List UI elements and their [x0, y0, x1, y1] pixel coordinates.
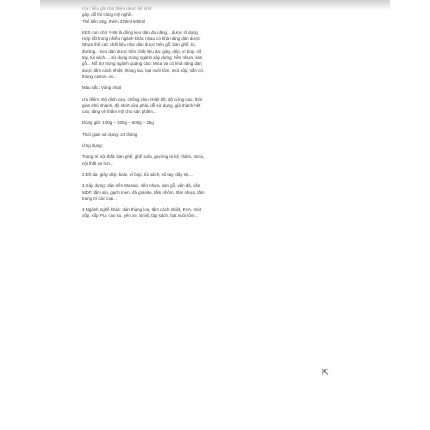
text-line: Trang trí nội thất: bàn ghế, ghế sofa, giường tủ kệ, thảm, mica, [82, 154, 205, 160]
text-line: trang trí các loại... [82, 195, 117, 201]
text-line: gỗ... Nỗ trợ trong ngành quảng cáo: Mica và có khả năng dán [82, 61, 202, 67]
text-line: tay, túi xách..., sử dụng trong ngành xây dựng: nền nhựa, sàn [82, 55, 203, 61]
header-block [82, 6, 352, 25]
text-line: thùng carton..vv... [82, 73, 117, 79]
text-line: 3.Xây dựng: dán nền Mosaic, nền nhựa, sàn gỗ, vân đá, vân [82, 183, 201, 189]
text-line: cao, tăng vẻ thẩm mỹ cho sản phẩm... [82, 109, 157, 115]
text-line: Ưu điểm: Độ dính cao, chống chịu nhiệt tốt, độ cứng cao, thời [82, 96, 203, 102]
usage-item-1 [82, 154, 352, 167]
text-line: MDF, tấm alu, gạch men, đá granite, tấm nhôm, tấm nhựa, tấm [82, 189, 205, 195]
text-line: Thể tiến 25g, thêm 220ml 600ml [82, 18, 145, 24]
paragraph-description [82, 30, 352, 80]
text-line: dược tấm cách nhiệt, thùng loa, bạt nuôi tôm, mút xốp, sắn cỏ, [82, 67, 204, 73]
usage-item-3 [82, 183, 352, 202]
usage-label: Ứng dụng: [82, 143, 103, 149]
text-line: đường... keo dán dược trên chất liệu da: giày, dép, ví bóp, số [82, 48, 202, 54]
text-line: nội thất xe hơi... [82, 160, 114, 166]
arrow-icon: ⇱ [322, 368, 329, 377]
document-body [82, 6, 352, 220]
usage-item-2: 2.Đồ da: giày dép, balo, ví bóp, túi xách, sổ tay, dây nịt.... [82, 171, 194, 177]
text-line: KE0 con chờ Y-66 lá dông keo dán đa năng, , dược sĩ dụng [82, 29, 198, 35]
paragraph-advantages [82, 97, 352, 116]
text-line: Hợp rất trong nhiều ngành khác nhau có khả năng dán dược [82, 36, 201, 42]
text-line: xốp, xốp PU, cao su, yên xe, simili, tập sách, bạt nuôi tôm... [82, 213, 199, 219]
text-line: Ưu / tiểu ghi chú thiên dược kế nhờ [82, 6, 152, 11]
color-line: Màu sắc: Vàng nhạt [82, 85, 122, 91]
shelf-life-line: Thời gian sử dụng: 24 tháng [82, 131, 138, 137]
usage-item-4 [82, 207, 352, 220]
text-line: Nhựa thể các chất liệu như dán dược trên gỗ: bàn ghế, tủ, [82, 42, 196, 48]
size-line: Dùng giữ: 100g – 200g – 600g – 25g [82, 120, 154, 126]
text-line: 4.Ngành nghề khác: dán thùng loa, tấm cách nhiệt, EVA, mút [82, 207, 201, 213]
text-line: gian khô nhanh, độ nhớt vừa phải, dễ sử dụng, giá thành hết [82, 102, 201, 108]
text-line: gây, dỗ thì cũng mỹ nghề.. [82, 12, 134, 18]
